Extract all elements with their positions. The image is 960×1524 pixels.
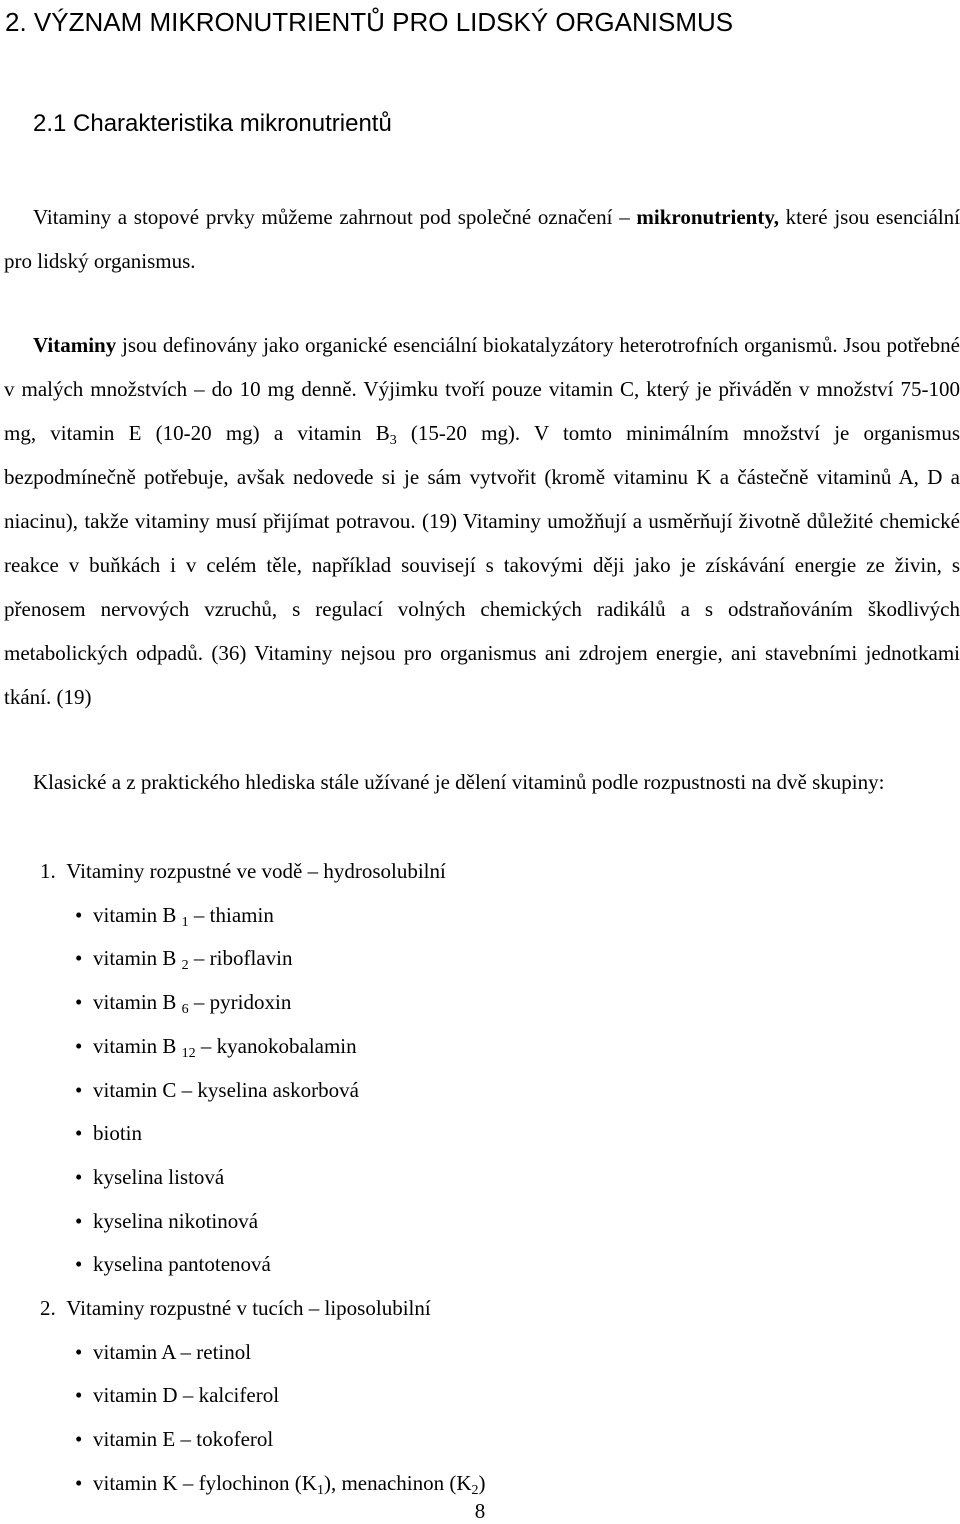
item-text-after: – pyridoxin	[188, 990, 292, 1014]
item-subscript-2: 2	[471, 1483, 479, 1498]
item-text: vitamin A – retinol	[93, 1340, 252, 1364]
item-text: kyselina nikotinová	[93, 1209, 259, 1233]
page-heading: 2. VÝZNAM MIKRONUTRIENTŮ PRO LIDSKÝ ORGANISMUS	[5, 7, 734, 37]
para2-subscript: 3	[389, 433, 397, 448]
bullet-icon: •	[75, 1165, 83, 1189]
item-subscript: 1	[181, 915, 189, 930]
bullet-icon: •	[75, 1209, 83, 1233]
list-item	[75, 1032, 357, 1060]
item-text: vitamin D – kalciferol	[93, 1383, 280, 1407]
group-2-number: 2.	[40, 1296, 56, 1320]
group-2-heading	[40, 1294, 431, 1322]
list-item	[75, 1119, 142, 1147]
paragraph-classification: Klasické a z praktického hlediska stále užívané je dělení vitaminů podle rozpustnosti na dvě skupiny:	[33, 770, 885, 794]
item-subscript: 2	[181, 958, 189, 973]
item-text: kyselina listová	[93, 1165, 225, 1189]
bullet-icon: •	[75, 1121, 83, 1145]
item-text: vitamin C – kyselina askorbová	[93, 1078, 359, 1102]
bullet-icon: •	[75, 1252, 83, 1276]
bullet-icon: •	[75, 1340, 83, 1364]
list-item	[75, 1338, 251, 1366]
item-subscript: 6	[181, 1002, 189, 1017]
list-item	[75, 988, 291, 1016]
list-item	[75, 1425, 273, 1453]
bullet-icon: •	[75, 990, 83, 1014]
para2-bold-term: Vitaminy	[33, 333, 117, 357]
list-item	[75, 1163, 224, 1191]
list-item	[75, 1207, 258, 1235]
para2-text-b: (15-20 mg). V tomto minimálním množství je organismus bezpodmínečně potřebuje, avšak nedovede si je sám vytvořit (kromě vitaminu K a částečně vitaminů A, D a niacinu), takže vitaminy musí přijímat potravou. (19) Vitaminy umožňují a usměrňují životně důležité chemické reakce v buňkách i v celém těle, například souvisejí s takovými ději jako je získávání energie ze živin, s přenosem nervových vzruchů, s regulací volných chemických radikálů a s odstraňováním škodlivých metabolických odpadů. (36) Vitaminy nejsou pro organismus ani zdrojem energie, ani stavebními jednotkami tkání. (19)	[4, 421, 960, 709]
bullet-icon: •	[75, 1034, 83, 1058]
bullet-icon: •	[75, 946, 83, 970]
list-item	[75, 1381, 279, 1409]
item-text: vitamin E – tokoferol	[93, 1427, 274, 1451]
bullet-icon: •	[75, 903, 83, 927]
item-text: vitamin B	[93, 1034, 182, 1058]
bullet-icon: •	[75, 1383, 83, 1407]
item-text-end: )	[478, 1471, 486, 1495]
item-text-after: – thiamin	[188, 903, 274, 927]
group-2-title: Vitaminy rozpustné v tucích – liposolubilní	[66, 1296, 431, 1320]
list-item	[75, 1469, 486, 1497]
item-text: vitamin B	[93, 946, 182, 970]
para1-text-after: které jsou esenciální pro lidský organismus.	[4, 205, 960, 273]
list-item	[75, 901, 274, 929]
item-text: vitamin B	[93, 990, 182, 1014]
item-text-after: – kyanokobalamin	[195, 1034, 357, 1058]
item-text: vitamin K – fylochinon (K	[93, 1471, 317, 1495]
page-number: 8	[474, 1499, 486, 1523]
bullet-icon: •	[75, 1427, 83, 1451]
group-1-heading	[40, 857, 446, 885]
paragraph-intro	[4, 195, 960, 283]
para1-text-before: Vitaminy a stopové prvky můžeme zahrnout pod společné označení –	[33, 205, 637, 229]
list-item	[75, 1076, 359, 1104]
list-item	[75, 944, 292, 972]
item-text: biotin	[93, 1121, 143, 1145]
item-subscript: 1	[316, 1483, 324, 1498]
item-text: kyselina pantotenová	[93, 1252, 271, 1276]
section-heading: 2.1 Charakteristika mikronutrientů	[33, 110, 392, 137]
item-text-after: – riboflavin	[188, 946, 293, 970]
bullet-icon: •	[75, 1078, 83, 1102]
list-item	[75, 1250, 271, 1278]
item-text: vitamin B	[93, 903, 182, 927]
paragraph-vitamins	[4, 323, 960, 719]
bullet-icon: •	[75, 1471, 83, 1495]
group-1-number: 1.	[40, 859, 56, 883]
para1-bold-term: mikronutrienty,	[636, 205, 779, 229]
group-1-title: Vitaminy rozpustné ve vodě – hydrosolubilní	[66, 859, 446, 883]
para2-text-a: jsou definovány jako organické esenciální biokatalyzátory heterotrofních organismů. Jsou potřebné v malých množstvích – do 10 mg denně. Výjimku tvoří pouze vitamin C, který je přiváděn v množství 75-100 mg, vitamin E (10-20 mg) a vitamin B	[4, 333, 960, 445]
item-text-after: ), menachinon (K	[323, 1471, 472, 1495]
item-subscript: 12	[181, 1046, 196, 1061]
